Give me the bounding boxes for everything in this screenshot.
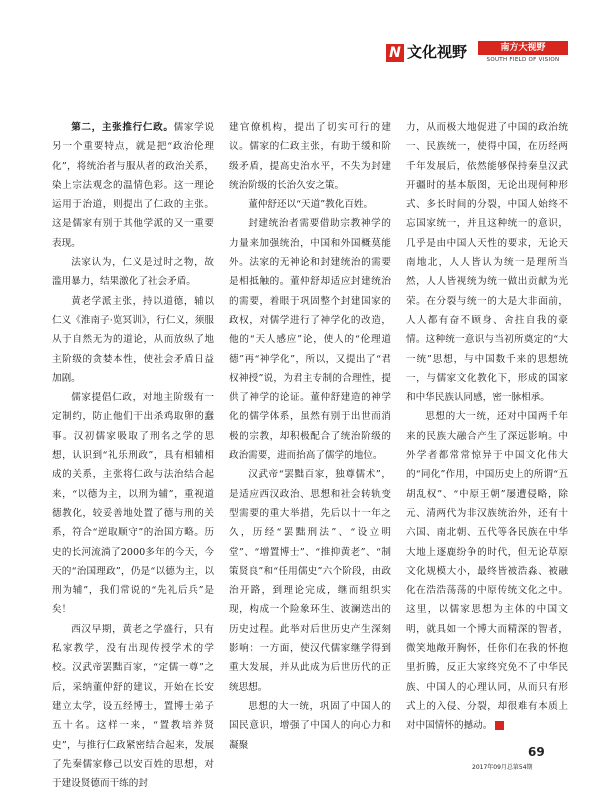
page-number: 69 bbox=[528, 745, 545, 759]
paragraph bbox=[229, 118, 391, 195]
paragraph-text: 儒家学说另一个重要特点，就是把“政治伦理化”，将统治者与服从者的政治关系，染上宗法观念的温情色彩。这一理论运用于治道，则提出了仁政的主张。这是儒家有别于其他学派的又一重要表现。 bbox=[52, 122, 215, 249]
paragraph bbox=[52, 620, 214, 794]
paragraph-text: 思想的大一统，巩固了中国人的国民意识，增强了中国人的向心力和凝聚 bbox=[229, 700, 391, 751]
paragraph-text: 儒家提倡仁政，对地主阶级有一定制约，防止他们干出杀鸡取卵的蠢事。汉初儒家吸取了刑名之学的思想，认识到“礼乐刑政”，具有相辅相成的关系，主张将仁政与法治结合起来，“以德为主，以刑为辅”，重视道德教化，较妥善地处置了德与刑的关系，符合“逆取顺守”的治国方略。历史的长河流淌了2000多年的今天，今天的“治国理政”，仍是“以德为主，以刑为辅”，我们常说的“先礼后兵”是矣！ bbox=[52, 392, 214, 616]
issue-info: 2017年09月总第54期 bbox=[472, 764, 533, 771]
paragraph-text: 力，从而极大地促进了中国的政治统一、民族统一，使得中国，在历经两千年发展后，依然能够保持秦皇汉武开疆时的基本版图，无论出现何种形式、多长时间的分裂，中国人始终不忘国家统一，并且这种统一的意识，几乎是由中国人天性的要求，无论天南地北，人人皆认为统一是理所当然，人人皆视统为统一做出贡献为光荣。在分裂与统一的大是大非面前，人人都有奋不顾身、舍拄自我的豪情。这种统一意识与当初所奠定的“大一统”思想，与中国数千来的思想统一，与儒家文化教化下，形成的国家和中华民族认同感，密一脉相承。 bbox=[406, 122, 568, 404]
paragraph bbox=[52, 388, 214, 620]
paragraph-lead: 第二，主张推行仁政。 bbox=[71, 122, 174, 133]
paragraph-text: 汉武帝“罢黜百家，独尊儒术”，是适应西汉政治、思想和社会转轨变型需要的重大举措，先后以十一年之久，历经“罢黜刑法”、“设立明堂”、“增置博士”、“推抑黄老”、“制策贤良”和“任用儒史”六个阶段，由政治开路，到理论完成，继而组织实现，构成一个险象环生、波澜迭出的历史过程。此举对后世历史产生深刻影响：一方面，使汉代儒家继学得到重大发展，并从此成为后世历代的正统思想。 bbox=[229, 469, 391, 693]
paragraph-text: 建官僚机构，提出了切实可行的建议。儒家的仁政主张，有助于缓和阶级矛盾，提高史治水平，不失为封建统治阶级的长治久安之策。 bbox=[229, 122, 391, 191]
paragraph-text: 思想的大一统，还对中国两千年来的民族大融合产生了深远影响。中外学者都常常惊异于中国文化伟大的“同化”作用，中国历史上的所谓“五胡乱权”、“中原王朝”屡遭侵略，除元、清两代为非汉族统治外，还有十六国、南北朝、五代等各民族在中华大地上逐鹿纷争的时代，但无论草原文化规模大小，最终皆被浩淼、被融化在浩浩荡荡的中原传统文化之中。这里，以儒家思想为主体的中国文明，就具如一个博大而精深的智者，微笑地敞开胸怀，任你们在我的怀抱里折腾，反正大家终究免不了中华民族、中国人的心理认同，从而只有形式上的入侵、分裂，却很难有本质上对中国情怀的撼动。 bbox=[406, 411, 568, 732]
article-column-1 bbox=[52, 118, 215, 790]
section-title: 文化视野 bbox=[407, 43, 468, 61]
end-mark-icon: N bbox=[495, 721, 504, 730]
paragraph-text: 封建统治者需要借助宗教神学的力量来加强统治，中国和外国概莫能外。法家的无神论和封建统治的需要是相抵触的。董仲舒却适应封建统治的需要，着眼于巩固整个封建国家的政权，对儒学进行了神学化的改造，他的“天人感应”论，使人的“伦理道德”再“神学化”，所以，又提出了“君权神授”说，为君主专制的合理性，提供了神学的论证。董仲舒建造的神学化的儒学体系，虽然有别于出世而消极的宗教，却积极配合了统治阶级的政治需要，进而抬高了儒学的地位。 bbox=[229, 218, 391, 462]
article-column-3 bbox=[406, 118, 568, 732]
paragraph-text: 董仲舒还以“天道”教化百姓。 bbox=[248, 199, 374, 211]
brand-subtitle: SOUTH FIELD OF VISION bbox=[486, 57, 560, 63]
brand-name-badge: 南方大视野 bbox=[478, 41, 568, 55]
paragraph bbox=[406, 118, 568, 407]
magazine-header bbox=[386, 36, 572, 72]
paragraph-text: 黄老学派主张，持以道德，辅以仁义《淮南子·览冥训》，行仁义，须服从于自然无为的道论，从而放纵了地主阶级的贪婪本性，使社会矛盾日益加剧。 bbox=[52, 295, 214, 384]
paragraph bbox=[229, 195, 391, 214]
paragraph bbox=[229, 465, 391, 697]
article-column-2 bbox=[229, 118, 391, 751]
paragraph bbox=[52, 292, 214, 388]
paragraph bbox=[52, 253, 214, 292]
paragraph bbox=[52, 118, 214, 253]
paragraph-text: 西汉早期，黄老之学盛行，只有私家教学，没有出现传授学术的学校。汉武帝罢黜百家，“定儒一尊”之后，采纳董仲舒的建议，开始在长安建立太学，设五经博士，置博士弟子五十名。这样一来，“置教培养贤史”，与推行仁政紧密结合起来，发展了先秦儒家修己以安百姓的思想，对于建设贤德而干练的封 bbox=[52, 623, 214, 790]
magazine-logo-icon: N bbox=[386, 44, 404, 62]
paragraph bbox=[229, 214, 391, 465]
paragraph-text: 法家认为，仁义是过时之物，故滥用暴力，结果激化了社会矛盾。 bbox=[52, 257, 214, 288]
paragraph bbox=[229, 697, 391, 755]
paragraph bbox=[406, 407, 568, 735]
